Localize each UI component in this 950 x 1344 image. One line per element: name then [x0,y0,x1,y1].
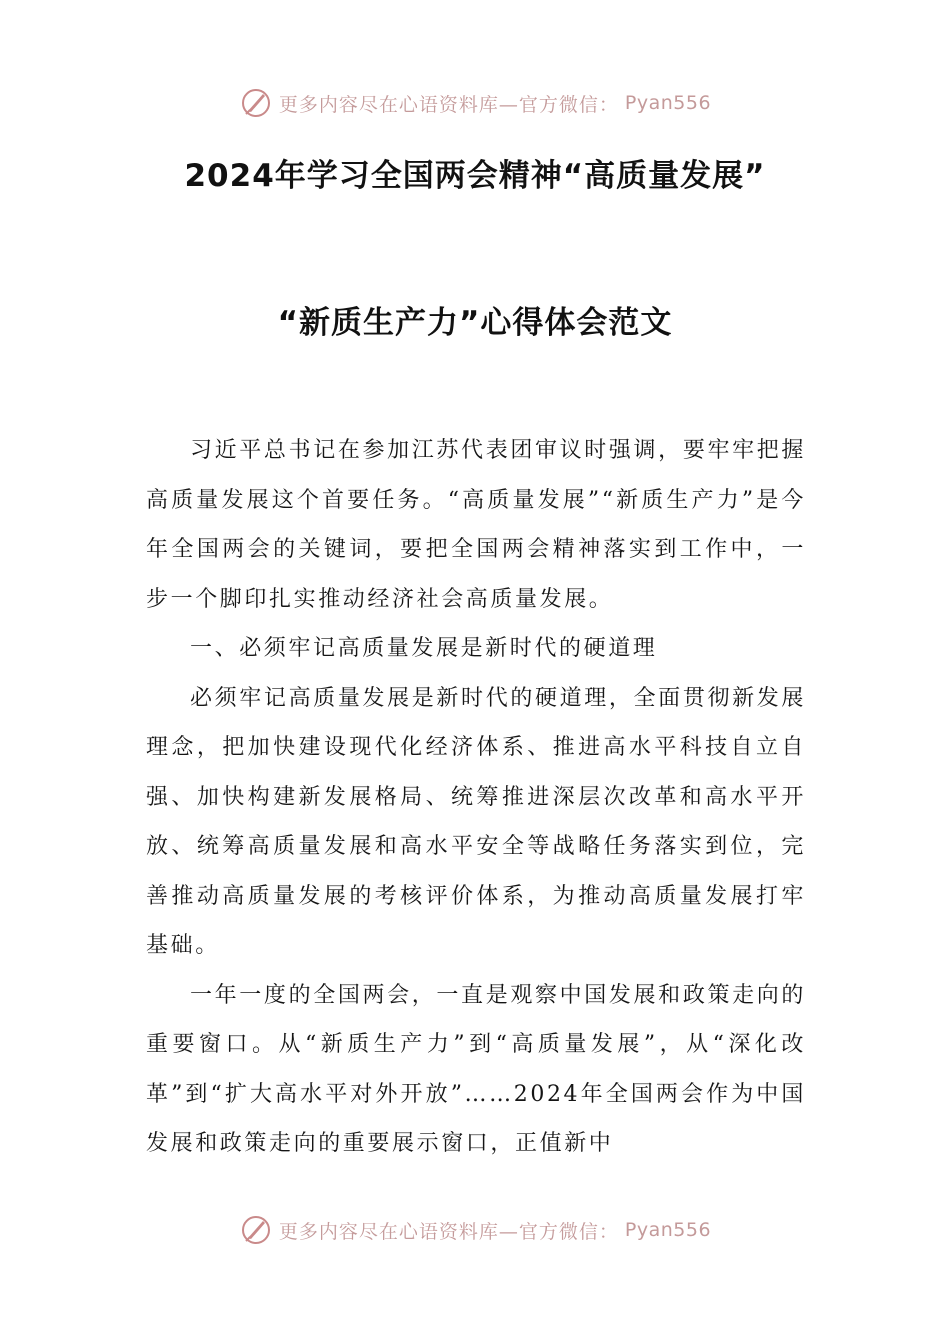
document-title-line2: “新质生产力”心得体会范文 [277,305,673,341]
watermark-text: 更多内容尽在心语资料库—官方微信： [278,93,619,116]
paragraph-intro: 习近平总书记在参加江苏代表团审议时强调，要牢牢把握高质量发展这个首要任务。“高质量发展”“新质生产力”是今年全国两会的关键词，要把全国两会精神落实到工作中，一步一个脚印扎实推动经济社会高质量发展。 [146,438,806,612]
header-watermark [0,83,950,123]
document-body [146,426,806,1169]
paragraph-section-1: 必须牢记高质量发展是新时代的硬道理，全面贯彻新发展理念，把加快建设现代化经济体系、推进高水平科技自立自强、加快构建新发展格局、统筹推进深层次改革和高水平开放、统筹高质量发展和高水平安全等战略任务落实到位，完善推动高质量发展的考核评价体系，为推动高质量发展打牢基础。 [146,685,806,958]
footer-watermark [0,1210,950,1250]
document-title-line1: 2024年学习全国两会精神“高质量发展” [184,158,766,194]
quill-logo-icon [239,86,273,120]
quill-logo-icon [239,1213,273,1247]
watermark-wechat-id: Pyan556 [624,92,712,114]
watermark-wechat-id: Pyan556 [624,1219,712,1241]
paragraph-two-sessions: 一年一度的全国两会，一直是观察中国发展和政策走向的重要窗口。从“新质生产力”到“高质量发展”，从“深化改革”到“扩大高水平对外开放”……2024年全国两会作为中国发展和政策走向的重要展示窗口，正值新中 [146,982,806,1156]
watermark-text: 更多内容尽在心语资料库—官方微信： [278,1220,619,1243]
section-heading-1: 一、必须牢记高质量发展是新时代的硬道理 [190,636,658,661]
